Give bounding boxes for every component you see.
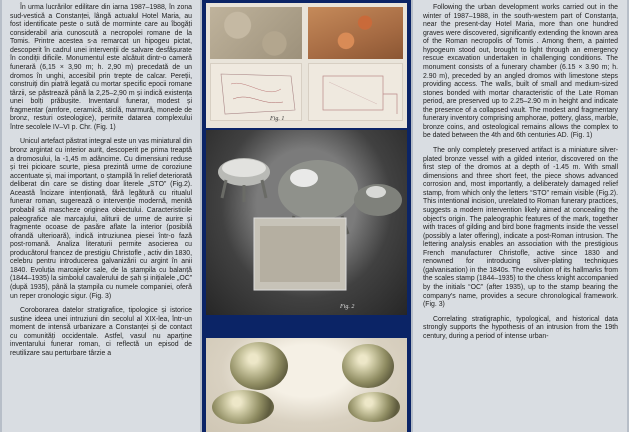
fig1-fresco-photo [308, 7, 403, 59]
paragraph-en-3: Correlating stratigraphic, typological, and historical data strongly supports the hypothesis of an intrusion from the 19th century, during a period of intense urban- [423, 315, 618, 340]
paragraph-ro-3: Coroborarea datelor stratigrafice, tipologice și istorice susține ideea unei intruziuni din secolul al XIX-lea, într-un moment de intensă urbanizare a Constanței și de contact cu comunități occidentale. Astfel, vasul nu aparține inventarului funerar roman, ci reflectă un episod de reutilizare sau perturbare târzie a [10, 307, 192, 357]
english-text-column [411, 0, 629, 432]
fig3-vessel-front-left [212, 390, 274, 424]
fig1-panel [206, 3, 407, 128]
paragraph-ro-2: Unicul artefact păstrat integral este un vas miniatural din bronz argintat cu interior aurit, descoperit pe prima treaptă a dromosului, la -1,45 m adâncime. Cu dimensiuni reduse și trei picioare scurte, piesa prezintă urme de coroziune accentuate și, mai important, o ștampilă în relief deteriorată deliberat din care se disting doar literele „STO” (Fig.2). Această încizare intenționată, fără legătură cu ritualul funerar roman, sugerează o intervenție modernă, menită probabil să mascheze originea obiectului. Caracteristicile paleografice ale marcajului, aliturii de urme de aurire și fragmente ocoase de pasăre aflate la interior (posibilă ofrandă ulterioară), indică intruziunea piesei într-o fază post-romană. Analiza literaturii permite asocierea cu producătorul francez de prestigiu Christofle , activ din 1830, celebru pentru introducerea galvanizării cu argint în anii 1840. Evoluția marcajelor sale, de la ștampila cu balanță (1844–1935) la simbolul cavalerului de șah și inițialele „OC” (după 1935), până la ștampila cu numele companiei, oferă un reper cronologic sigur. (Fig. 3) [10, 138, 192, 300]
paragraph-en-2: The only completely preserved artifact is a miniature silver-plated bronze vessel with a gilded interior, discovered on the first step of the dromos at a depth of -1.45 m. With small dimensions and three short feet, the piece shows advanced corrosion and, most importantly, a deliberately damaged relief stamp, from which only the letters “STO” remain visible (Fig.2). This intentional incision, unrelated to Roman funerary practices, suggests a modern intervention likely aimed at concealing the object's origin. The paleographic features of the mark, together with traces of gilding and bird bone fragments inside the vessel (possibly a later offering), indicate a post-Roman intrusion. The lettering analysis enables an association with the prestigious French manufacturer Christofle, active since 1830 and renowned for introducing silver-plating techniques (galvanisation) in the 1840s. The evolution of its hallmarks from the scales stamp (1844–1935) to the chess knight accompanied by the initials “OC” (after 1935), up to the stamp bearing the company's name, provides a secure chronological framework. (Fig. 3) [423, 147, 618, 309]
vessels-illustration [206, 130, 407, 315]
paragraph-ro-1: În urma lucrărilor edilitare din iarna 1987–1988, în zona sud-vestică a Constanței, lângă actualul Hotel Maria, au fost identificate peste o sută de morminte care au îbogăți considerabil aria cunoscută a necropolei romane de la Tomis. Printre acestea s-a remarcat un hipogeu pictat, descoperit în cadrul unei intervenții de salvare desfășurate în condiții dificile. Monumentul este alcătuit dintr-o cameră funerară (6,15 × 3,90 m; h. 2,90 m) precedată de un dromos în unghi, accesibil prin trepte de calcar. Pereții, construiți din piatră legată cu mortar specific epocii romane târzii, se păstrează până la 2,25–2,90 m și indică existența unei bolți prăbușite. Inventarul funerar, modest și fragmentar (amfore, ceramică, sticlă, marmură, monede de bronz, resturi osteologice), permite datarea complexului între secolele IV–VI p. Chr. (Fig. 1) [10, 4, 192, 131]
fig1-tomb-photo [210, 7, 302, 59]
fig3-vessel-left [230, 342, 288, 390]
paragraph-en-1: Following the urban development works carried out in the winter of 1987–1988, in the south-western part of Constanța, near the present-day Hotel Maria, more than one hundred graves were discovered, significantly extending the known area of the Roman necropolis of Tomis . Among them, a painted hypogeum stood out, brought to light through an emergency rescue excavation undertaken in challenging conditions. The monument consists of a funerary chamber (6.15 × 3.90 m; h. 2.90 m), preceded by an angled dromos with limestone steps providing access. The walls, built of small and medium-sized stones bonded with mortar characteristic of the Late Roman period, are preserved up to 2.25–2.90 m in height and indicate the presence of a collapsed vault. The modest and fragmentary funerary inventory comprising amphorae, pottery, glass, marble, bronze coins, and osteological remains allows the complex to be dated between the 4th and 6th centuries AD. (Fig. 1) [423, 4, 618, 140]
fig3-vessel-right [342, 344, 394, 388]
romanian-text [2, 0, 200, 359]
fig2-panel [206, 130, 407, 315]
romanian-text-column [0, 0, 202, 432]
figures-column [202, 0, 411, 432]
fig1-plan-drawing [308, 63, 403, 121]
fig3-panel [206, 338, 407, 432]
fig3-vessel-front-right [348, 392, 400, 422]
english-text [413, 0, 627, 341]
fig1-label: Fig. 1 [270, 116, 285, 122]
fig2-label: Fig. 2 [340, 304, 355, 310]
fig1-drawing [210, 63, 302, 121]
